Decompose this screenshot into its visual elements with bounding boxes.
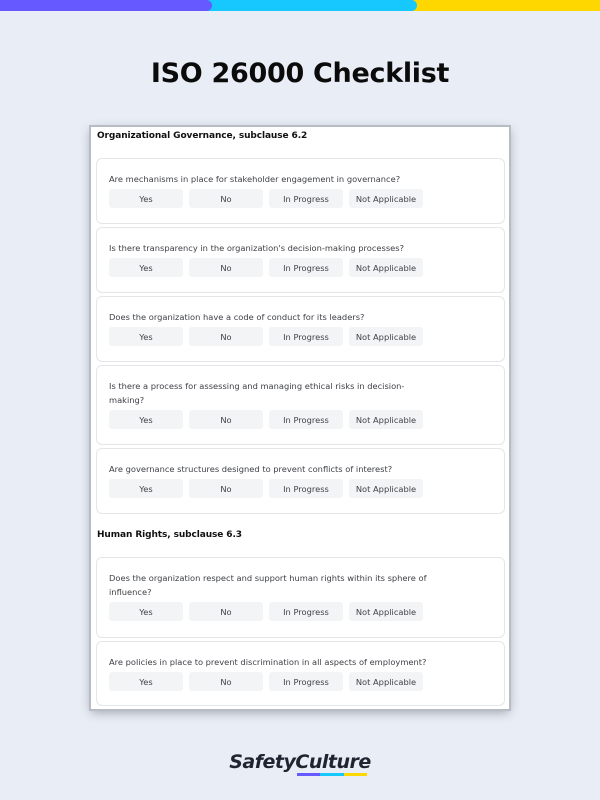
brand-logo bbox=[0, 751, 600, 773]
answer-yes-button[interactable]: Yes bbox=[109, 479, 183, 498]
answer-options bbox=[109, 672, 423, 691]
answer-not-applicable-button[interactable]: Not Applicable bbox=[349, 672, 423, 691]
answer-in-progress-button[interactable]: In Progress bbox=[269, 258, 343, 277]
stripe-cyan bbox=[205, 0, 417, 11]
answer-yes-button[interactable]: Yes bbox=[109, 258, 183, 277]
question-text: Are mechanisms in place for stakeholder engagement in governance? bbox=[109, 174, 401, 184]
answer-in-progress-button[interactable]: In Progress bbox=[269, 479, 343, 498]
answer-options bbox=[109, 258, 423, 277]
question-card bbox=[96, 365, 505, 445]
answer-not-applicable-button[interactable]: Not Applicable bbox=[349, 602, 423, 621]
answer-not-applicable-button[interactable]: Not Applicable bbox=[349, 410, 423, 429]
answer-options bbox=[109, 189, 423, 208]
answer-options bbox=[109, 602, 423, 621]
question-card bbox=[96, 448, 505, 514]
underline-cyan bbox=[320, 773, 343, 776]
answer-not-applicable-button[interactable]: Not Applicable bbox=[349, 479, 423, 498]
question-text: Is there transparency in the organization's decision-making processes? bbox=[109, 243, 405, 253]
answer-yes-button[interactable]: Yes bbox=[109, 327, 183, 346]
question-text: Are governance structures designed to prevent conflicts of interest? bbox=[109, 464, 393, 474]
question-text: Does the organization have a code of conduct for its leaders? bbox=[109, 312, 365, 322]
answer-in-progress-button[interactable]: In Progress bbox=[269, 602, 343, 621]
page-title: ISO 26000 Checklist bbox=[150, 58, 450, 89]
answer-in-progress-button[interactable]: In Progress bbox=[269, 189, 343, 208]
question-card bbox=[96, 296, 505, 362]
top-color-stripe bbox=[0, 0, 600, 11]
stripe-purple bbox=[0, 0, 212, 11]
answer-yes-button[interactable]: Yes bbox=[109, 672, 183, 691]
underline-yellow bbox=[344, 773, 367, 776]
answer-not-applicable-button[interactable]: Not Applicable bbox=[349, 189, 423, 208]
question-card bbox=[96, 641, 505, 706]
question-text: Are policies in place to prevent discrimination in all aspects of employment? bbox=[109, 657, 427, 667]
answer-no-button[interactable]: No bbox=[189, 258, 263, 277]
stripe-yellow bbox=[410, 0, 600, 11]
answer-in-progress-button[interactable]: In Progress bbox=[269, 672, 343, 691]
question-card bbox=[96, 557, 505, 638]
answer-in-progress-button[interactable]: In Progress bbox=[269, 327, 343, 346]
answer-options bbox=[109, 327, 423, 346]
answer-not-applicable-button[interactable]: Not Applicable bbox=[349, 258, 423, 277]
answer-not-applicable-button[interactable]: Not Applicable bbox=[349, 327, 423, 346]
question-card bbox=[96, 158, 505, 224]
answer-options bbox=[109, 410, 423, 429]
question-card bbox=[96, 227, 505, 293]
section-title-governance: Organizational Governance, subclause 6.2 bbox=[97, 131, 308, 141]
question-text: Does the organization respect and support human rights within its sphere of influence? bbox=[109, 573, 427, 597]
section-title-human-rights: Human Rights, subclause 6.3 bbox=[97, 530, 242, 540]
checklist-panel bbox=[91, 127, 509, 709]
answer-in-progress-button[interactable]: In Progress bbox=[269, 410, 343, 429]
brand-underline bbox=[297, 773, 367, 776]
answer-yes-button[interactable]: Yes bbox=[109, 189, 183, 208]
question-text: Is there a process for assessing and managing ethical risks in decision-making? bbox=[109, 381, 405, 405]
answer-no-button[interactable]: No bbox=[189, 189, 263, 208]
answer-no-button[interactable]: No bbox=[189, 672, 263, 691]
answer-no-button[interactable]: No bbox=[189, 327, 263, 346]
brand-name: SafetyCulture bbox=[229, 751, 371, 773]
underline-purple bbox=[297, 773, 320, 776]
answer-no-button[interactable]: No bbox=[189, 602, 263, 621]
answer-yes-button[interactable]: Yes bbox=[109, 602, 183, 621]
answer-options bbox=[109, 479, 423, 498]
answer-yes-button[interactable]: Yes bbox=[109, 410, 183, 429]
answer-no-button[interactable]: No bbox=[189, 410, 263, 429]
answer-no-button[interactable]: No bbox=[189, 479, 263, 498]
